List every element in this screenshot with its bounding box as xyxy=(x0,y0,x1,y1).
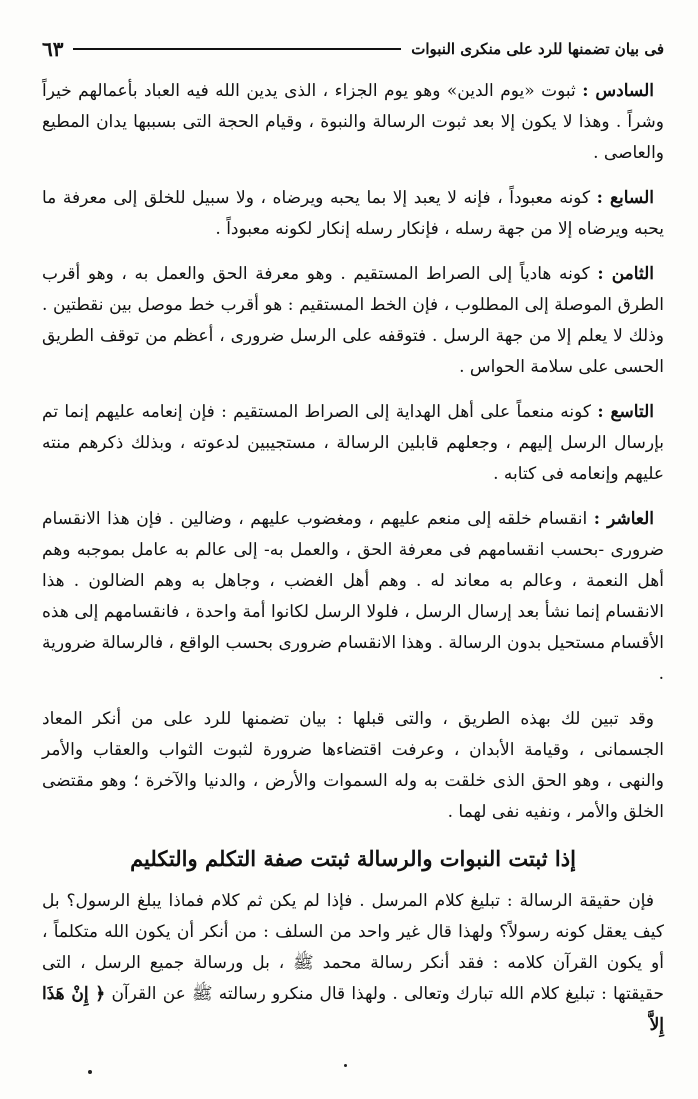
scan-speck xyxy=(88,1070,92,1074)
scan-speck xyxy=(344,1064,347,1067)
book-page xyxy=(42,34,664,1055)
paragraph-text: ثبوت «يوم الدين» وهو يوم الجزاء ، الذى يدين الله فيه العباد بأعمالهم خيراً وشراً . وهذا لا يكون إلا بعد ثبوت الرسالة والنبوة ، وقيام الحجة التى بسببها يدان المطيع والعاصى . xyxy=(42,81,664,163)
paragraph-eighth xyxy=(42,259,664,383)
paragraph-lead: العاشر : xyxy=(593,509,655,529)
paragraph-text: كونه هادياً إلى الصراط المستقيم . وهو معرفة الحق والعمل به ، وهو أقرب الطرق الموصلة إلى المطلوب ، فإن الخط المستقيم : هو أقرب خط موصل بين نقطتين . وذلك لا يعلم إلا من جهة الرسل . فتوقفه على الرسل ضرورى ، أعظم من توقف الطريق الحسى على سلامة الحواس . xyxy=(42,264,664,377)
paragraph-tenth xyxy=(42,504,664,690)
paragraph-seventh xyxy=(42,183,664,245)
page-number: ٦٣ xyxy=(42,37,64,61)
paragraph-lead: السادس : xyxy=(582,81,654,101)
paragraph-text: فإن حقيقة الرسالة : تبليغ كلام المرسل . فإذا لم يكن ثم كلام فماذا يبلغ الرسول؟ بل كيف يعقل كونه رسولاً؟ ولهذا قال غير واحد من السلف : من أنكر أن يكون الله متكلماً ، أو يكون القرآن كلامه : فقد أنكر رسالة محمد ﷺ ، بل ورسالة جميع الرسل ، التى حقيقتها : تبليغ كلام الله تبارك وتعالى . ولهذا قال منكرو رسالته ﷺ عن القرآن xyxy=(42,891,664,1004)
paragraph-lead: التاسع : xyxy=(597,402,654,422)
paragraph-lead: الثامن : xyxy=(597,264,654,284)
paragraph-summary xyxy=(42,704,664,828)
paragraph-lead: السابع : xyxy=(596,188,654,208)
paragraph-text: وقد تبين لك بهذه الطريق ، والتى قبلها : بيان تضمنها للرد على من أنكر المعاد الجسمانى ، وقيامة الأبدان ، وعرفت اقتضاءها ضرورة لثبوت الثواب والعقاب والأمر والنهى ، وهو الحق الذى خلقت به وله السموات والأرض ، والدنيا والآخرة ؛ وهو مقتضى الخلق والأمر ، ونفيه نفى لهما . xyxy=(42,709,664,822)
quran-quote: ﴿ إِنْ هَذَا إِلاَّ xyxy=(42,984,664,1035)
paragraph-ninth xyxy=(42,397,664,490)
paragraph-text: كونه معبوداً ، فإنه لا يعبد إلا بما يحبه ويرضاه ، ولا سبيل للخلق إلى معرفة ما يحبه ويرضاه إلا من جهة رسله ، فإنكار رسله إنكار لكونه معبوداً . xyxy=(42,188,664,239)
paragraph-closing xyxy=(42,886,664,1041)
page-header xyxy=(42,34,664,64)
section-heading: إذا ثبتت النبوات والرسالة ثبتت صفة التكلم والتكليم xyxy=(130,846,576,871)
running-title: فى بيان تضمنها للرد على منكرى النبوات xyxy=(411,40,664,58)
paragraph-sixth xyxy=(42,76,664,169)
paragraph-text: كونه منعماً على أهل الهداية إلى الصراط المستقيم : فإن إنعامه عليهم إنما تم بإرسال الرسل إليهم ، وجعلهم قابلين الرسالة ، مستجيبين لدعوته ، وبذلك ذكرهم منته عليهم وإنعامه فى كتابه . xyxy=(42,402,664,484)
paragraph-text: انقسام خلقه إلى منعم عليهم ، ومغضوب عليهم ، وضالين . فإن هذا الانقسام ضرورى -بحسب انقسامهم فى معرفة الحق ، والعمل به- إلى عالم به عامل بموجبه وهم أهل النعمة ، وعالم به معاند له . وهم أهل الغضب ، وجاهل به وهم الضالون . هذا الانقسام إنما نشأ بعد إرسال الرسل ، فلولا الرسل لكانوا أمة واحدة ، فانقسامهم إلى هذه الأقسام مستحيل بدون الرسالة . وهذا الانقسام ضرورى بحسب الواقع ، فالرسالة ضرورية . xyxy=(42,509,664,684)
header-rule xyxy=(73,48,401,50)
